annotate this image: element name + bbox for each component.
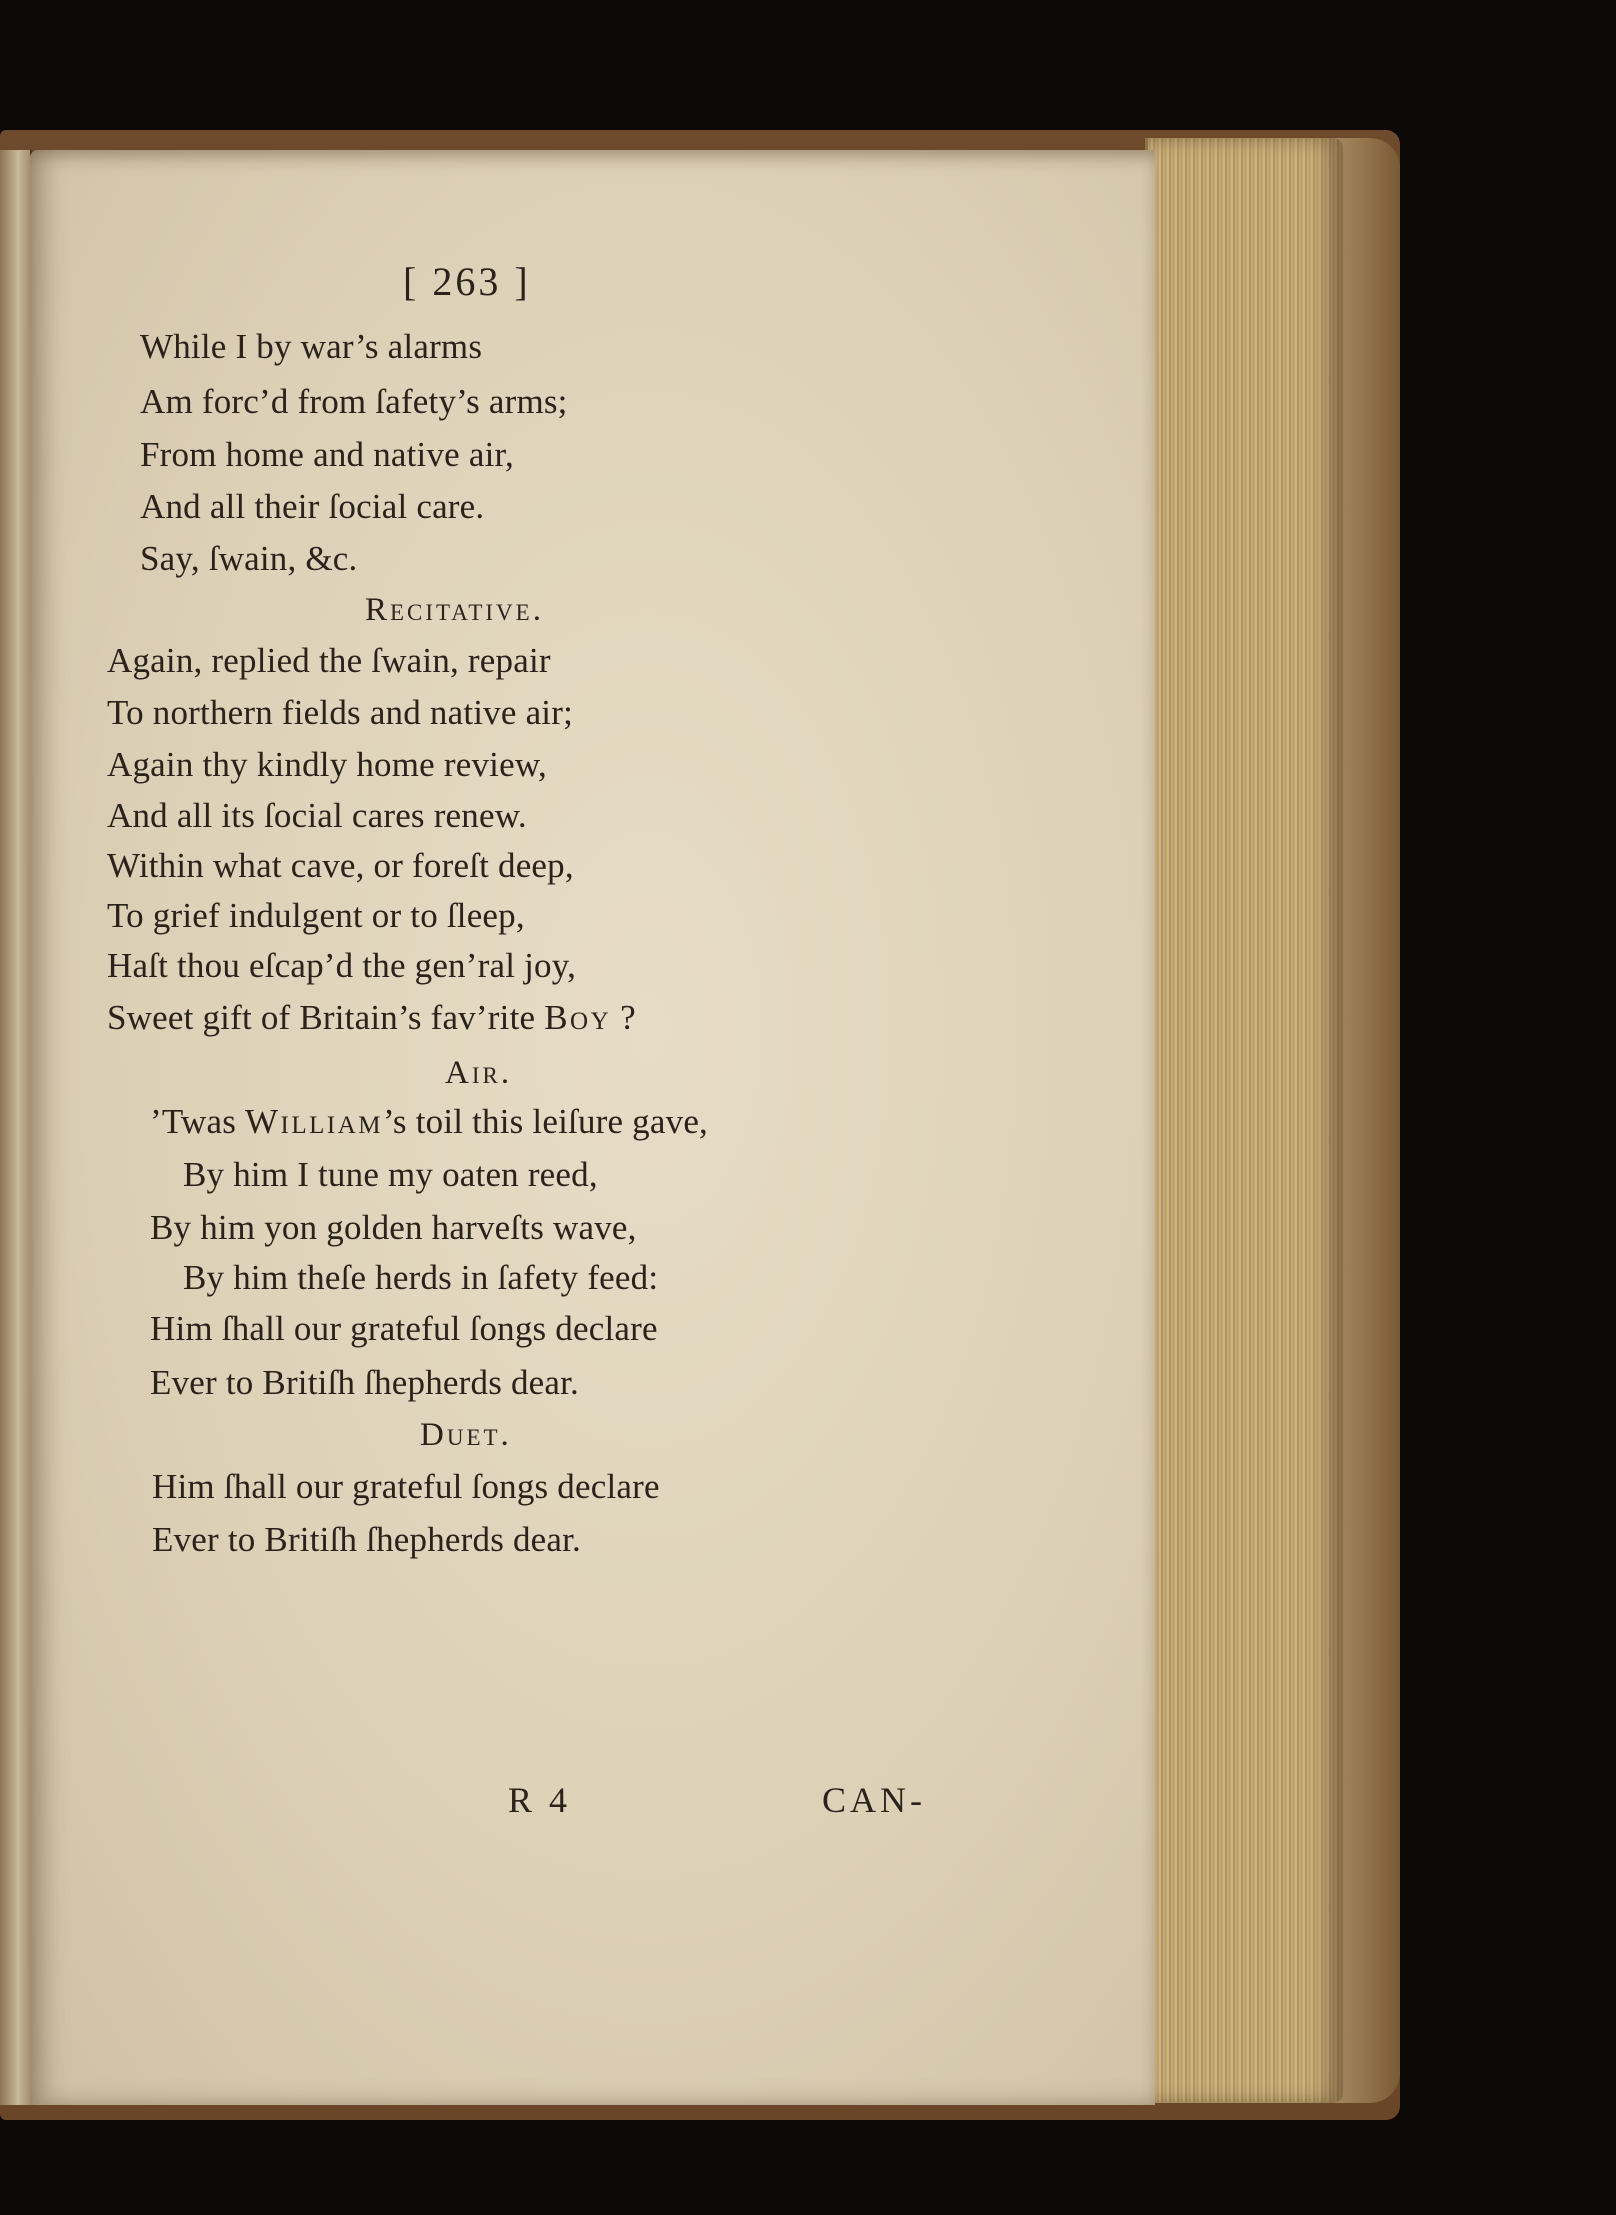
small-caps-word: William (244, 1102, 383, 1141)
verse-line: To northern fields and native air; (107, 693, 574, 732)
signature-mark: R 4 (508, 1780, 572, 1820)
section-heading: Air. (445, 1055, 513, 1091)
verse-text: ’Twas (150, 1102, 245, 1141)
verse-line (107, 998, 636, 1038)
verse-line: Haſt thou eſcap’d the gen’ral joy, (107, 946, 577, 985)
verse-text: ? (611, 998, 636, 1037)
verse-line: Ever to Britiſh ſhepherds dear. (150, 1363, 580, 1402)
verse-line: While I by war’s alarms (140, 327, 483, 366)
catchword: CAN- (822, 1780, 926, 1820)
verse-line: Again thy kindly home review, (107, 745, 547, 784)
verse-line: Am forc’d from ſafety’s arms; (140, 382, 568, 421)
verse-text: ’s toil this leiſure gave, (383, 1102, 709, 1141)
verse-line (150, 1102, 708, 1142)
verse-line: And all their ſocial care. (140, 487, 485, 526)
verse-line: Ever to Britiſh ſhepherds dear. (152, 1520, 582, 1559)
section-heading: Duet. (420, 1417, 512, 1453)
verse-line: Him ſhall our grateful ſongs declare (150, 1309, 658, 1348)
section-heading: Recitative. (365, 592, 544, 628)
verse-line: By him yon golden harveſts wave, (150, 1208, 637, 1247)
verse-line: Within what cave, or foreſt deep, (107, 846, 574, 885)
verse-line: By him I tune my oaten reed, (183, 1155, 598, 1194)
verse-line: Again, replied the ſwain, repair (107, 641, 551, 680)
small-caps-word: Boy (544, 998, 612, 1037)
page-number: [ 263 ] (403, 259, 531, 304)
verse-line: Him ſhall our grateful ſongs declare (152, 1467, 660, 1506)
verse-line: And all its ſocial cares renew. (107, 796, 527, 835)
verse-line: Say, ſwain, &c. (140, 539, 358, 578)
verse-text: Sweet gift of Britain’s fav’rite (107, 998, 545, 1037)
verse-line: To grief indulgent or to ſleep, (107, 896, 525, 935)
verse-line: From home and native air, (140, 435, 514, 474)
verse-line: By him theſe herds in ſafety feed: (183, 1258, 659, 1297)
